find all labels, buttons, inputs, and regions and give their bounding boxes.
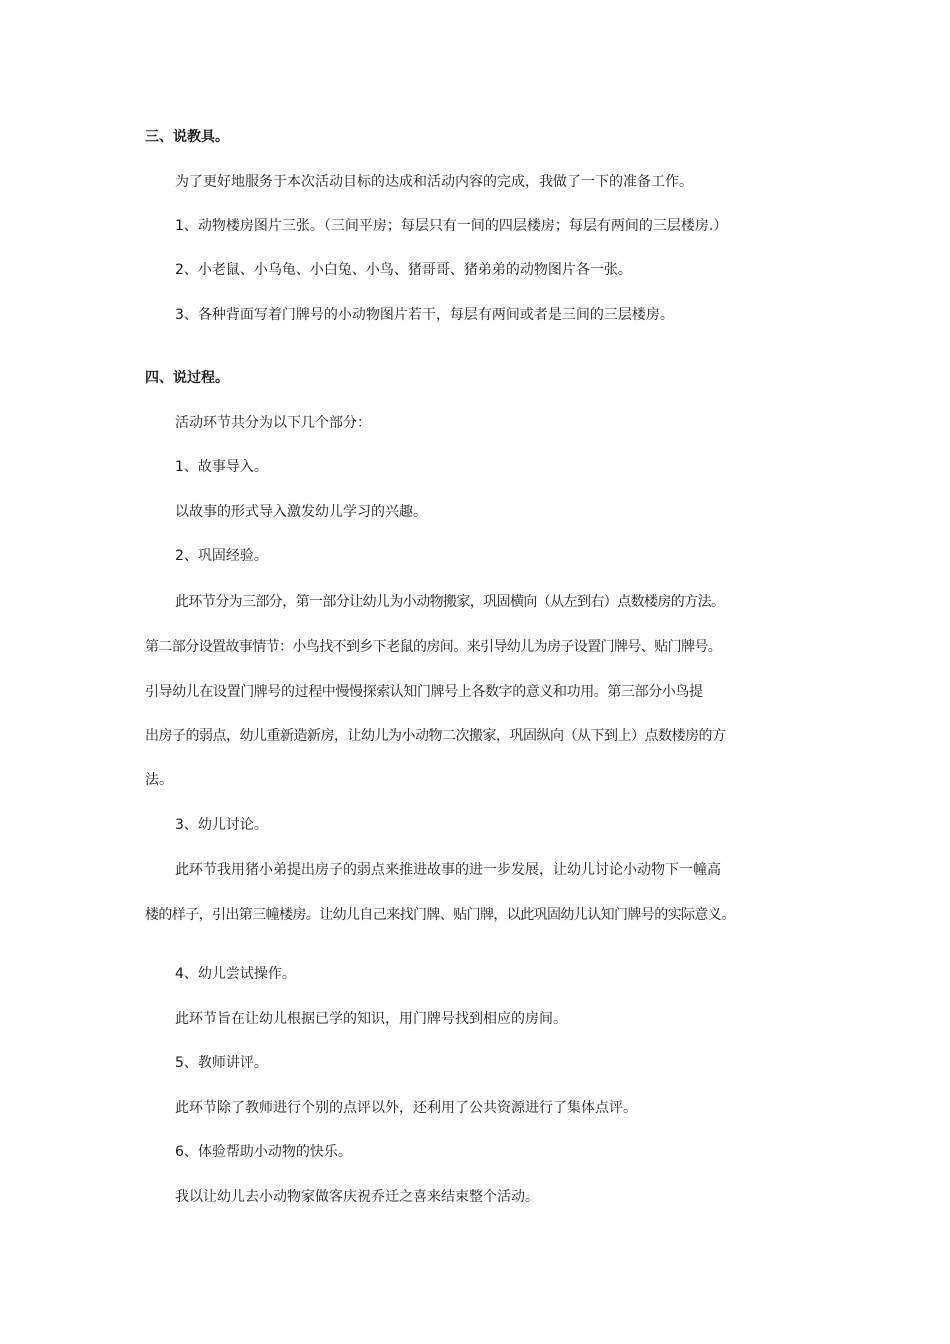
step2-line-1: 此环节分为三部分，第一部分让幼儿为小动物搬家，巩固横向（从左到右）点数楼房的方法。	[175, 594, 725, 610]
section3-item-2: 2、小老鼠、小乌龟、小白兔、小鸟、猪哥哥、猪弟弟的动物图片各一张。	[175, 262, 632, 278]
step2-line-3: 引导幼儿在设置门牌号的过程中慢慢探索认知门牌号上各数字的意义和功用。第三部分小鸟提	[145, 684, 703, 700]
step2-line-2: 第二部分设置故事情节：小鸟找不到乡下老鼠的房间。来引导幼儿为房子设置门牌号、贴门牌号。	[145, 639, 722, 655]
step2-line-4: 出房子的弱点，幼儿重新造新房，让幼儿为小动物二次搬家，巩固纵向（从下到上）点数楼房的方	[145, 728, 726, 744]
section4-heading: 四、说过程。	[145, 370, 229, 386]
step5-text: 此环节除了教师进行个别的点评以外，还利用了公共资源进行了集体点评。	[175, 1100, 637, 1116]
step1-title: 1、故事导入。	[175, 459, 268, 475]
section3-intro: 为了更好地服务于本次活动目标的达成和活动内容的完成，我做了一下的准备工作。	[175, 174, 693, 190]
section3-heading: 三、说教具。	[145, 129, 229, 145]
step3-line-1: 此环节我用猪小弟提出房子的弱点来推进故事的进一步发展，让幼儿讨论小动物下一幢高	[175, 862, 721, 878]
section4-intro: 活动环节共分为以下几个部分：	[175, 415, 371, 431]
step6-title: 6、体验帮助小动物的快乐。	[175, 1144, 352, 1160]
section3-item-1: 1、动物楼房图片三张。（三间平房；每层只有一间的四层楼房；每层有两间的三层楼房.）	[175, 218, 728, 234]
step1-text: 以故事的形式导入激发幼儿学习的兴趣。	[175, 504, 427, 520]
step5-title: 5、教师讲评。	[175, 1055, 268, 1071]
step3-line-2: 楼的样子，引出第三幢楼房。让幼儿自己来找门牌、贴门牌，以此巩固幼儿认知门牌号的实际意义。	[145, 907, 735, 923]
step4-text: 此环节旨在让幼儿根据已学的知识，用门牌号找到相应的房间。	[175, 1011, 567, 1027]
step6-text: 我以让幼儿去小动物家做客庆祝乔迁之喜来结束整个活动。	[175, 1189, 539, 1205]
step3-title: 3、幼儿讨论。	[175, 817, 268, 833]
step2-title: 2、巩固经验。	[175, 548, 268, 564]
step4-title: 4、幼儿尝试操作。	[175, 966, 296, 982]
step2-line-5: 法。	[145, 772, 173, 788]
section3-item-3: 3、各种背面写着门牌号的小动物图片若干，每层有两间或者是三间的三层楼房。	[175, 307, 674, 323]
